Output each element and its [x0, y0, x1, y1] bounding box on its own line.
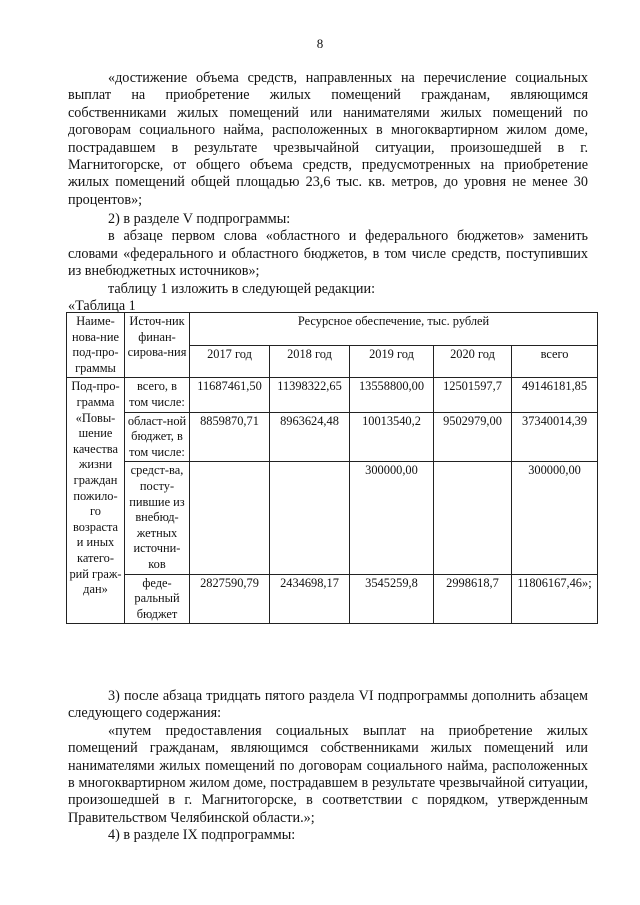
value-2020: 12501597,7 [434, 378, 512, 412]
value-2017: 2827590,79 [190, 574, 270, 624]
source-cell: всего, в том числе: [125, 378, 190, 412]
value-total: 49146181,85 [512, 378, 598, 412]
value-2017: 8859870,71 [190, 412, 270, 462]
page-number: 8 [316, 36, 324, 51]
header-year-2020: 2020 год [434, 345, 512, 378]
item-2-text: в абзаце первом слова «областного и федерального бюджетов» заменить словами «федерального и областного бюджетов, в том числе средств, поступивших из внебюджетных источников»; [68, 228, 588, 280]
header-total: всего [512, 345, 598, 378]
value-total: 37340014,39 [512, 412, 598, 462]
table-row [67, 412, 598, 462]
value-2017: 11687461,50 [190, 378, 270, 412]
table-caption: «Таблица 1 [68, 298, 136, 315]
value-2019: 10013540,2 [350, 412, 434, 462]
header-funding-source: Источ-ник финан-сирова-ния [125, 313, 190, 378]
paragraph-1-text: «достижение объема средств, направленных на перечисление социальных выплат на приобретение жилых помещений гражданам, являющимся собственниками жилых помещений или нанимателями жилых помещений по договорам социального найма, расположенных в многоквартирном жилом доме, пострадавшем в результате чрезвычайной ситуации, произошедшей в г. Магнитогорске, от общего объема средств, предусмотренных на приобретение жилых помещений общей площадью 23,6 тыс. кв. метров, до уровня не менее 30 процентов»; [68, 70, 588, 208]
section-2-block [68, 211, 588, 315]
header-program-name: Наиме-нова-ние под-про-граммы [67, 313, 125, 378]
paragraph-1 [68, 70, 588, 209]
item-2-heading: 2) в разделе V подпрограммы: [108, 211, 291, 227]
value-2020 [434, 462, 512, 574]
item-3-text: «путем предоставления социальных выплат на приобретение жилых помещений гражданам, являющимся собственниками жилых помещений или нанимателями жилых помещений по договорам социального найма, расположенных в многоквартирном жилом доме, пострадавшем в результате чрезвычайной ситуации, произошедшей в г. Магнитогорске, в соответствии с порядком, утвержденным Правительством Челябинской области.»; [68, 722, 588, 826]
section-3-block [68, 688, 588, 845]
value-2020: 2998618,7 [434, 574, 512, 624]
header-resource-group: Ресурсное обеспечение, тыс. рублей [190, 313, 598, 346]
table-header-row [67, 313, 598, 346]
source-cell: област-ной бюджет, в том числе: [125, 412, 190, 462]
table-intro: таблицу 1 изложить в следующей редакции: [108, 280, 376, 297]
value-total: 11806167,46»; [512, 574, 598, 624]
value-2019: 3545259,8 [350, 574, 434, 624]
value-total: 300000,00 [512, 462, 598, 574]
value-2018 [270, 462, 350, 574]
program-name-cell: Под-про-грамма «Повы-шение качества жизни граждан пожило-го возраста и иных катего-рий граж-дан» [67, 378, 125, 624]
header-year-2019: 2019 год [350, 345, 434, 378]
source-cell: феде-ральный бюджет [125, 574, 190, 624]
value-2020: 9502979,00 [434, 412, 512, 462]
header-year-2017: 2017 год [190, 345, 270, 378]
item-3-heading: 3) после абзаца тридцать пятого раздела VI подпрограммы дополнить абзацем следующего содержания: [68, 688, 588, 722]
resource-table [66, 312, 598, 624]
table-row [67, 378, 598, 412]
item-4-heading: 4) в разделе IX подпрограммы: [108, 827, 296, 844]
value-2017 [190, 462, 270, 574]
value-2019: 13558800,00 [350, 378, 434, 412]
header-year-2018: 2018 год [270, 345, 350, 378]
value-2018: 8963624,48 [270, 412, 350, 462]
value-2019: 300000,00 [350, 462, 434, 574]
value-2018: 2434698,17 [270, 574, 350, 624]
value-2018: 11398322,65 [270, 378, 350, 412]
source-cell: средст-ва, посту-пившие из внебюд-жетных источни-ков [125, 462, 190, 574]
table-row [67, 574, 598, 624]
table-row [67, 462, 598, 574]
